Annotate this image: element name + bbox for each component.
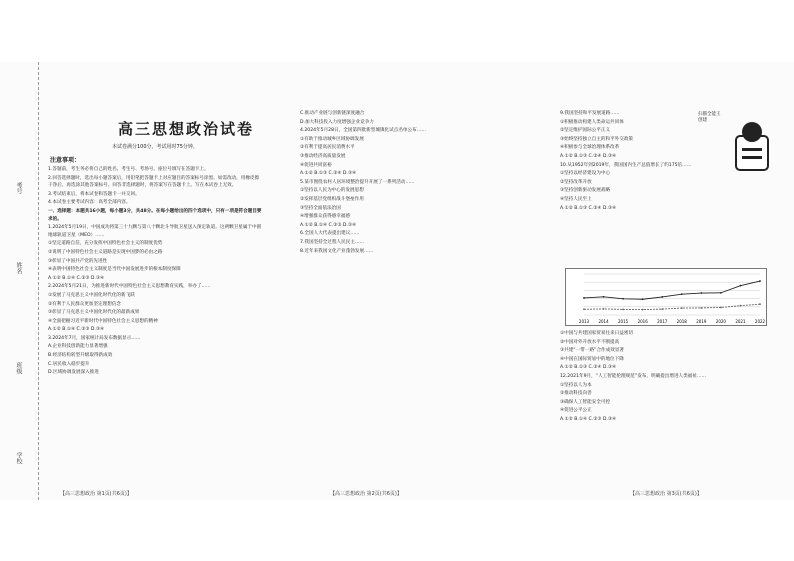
text-line: 7.我国坚持全过程人民民主…… — [300, 239, 365, 245]
data-point — [700, 307, 702, 309]
question-stem: 2.2024年5月21日，为推进新时代中国特色社会主义思想教育实践，举办了…… — [48, 284, 211, 290]
option: A.企业科技创新能力显著增强 — [48, 344, 108, 350]
text-line: 8.近年来我国文化产业蓬勃发展…… — [300, 248, 374, 254]
data-point — [740, 305, 742, 307]
text-line: ①积极推动构建人类命运共同体 — [560, 119, 624, 125]
option: ③共建“一带一路”合作成效显著 — [560, 348, 625, 354]
option: B.经济结构转型升级取得新成效 — [48, 353, 113, 359]
text-line: 9.我国坚持和平发展道路…… — [560, 111, 620, 116]
page-footer: 【高三思想政治 第3页(共6页)】 — [630, 491, 702, 497]
text-line: A.①② B.①③ C.②④ D.③④ — [300, 171, 357, 177]
margin-label: 班级 — [15, 362, 22, 374]
question-stem: 12.2021年9月，“人工智能伦理规范”发布，明确提出增进人类福祉…… — [560, 373, 707, 379]
option: ③彰显了中国共产党的先进性 — [48, 258, 108, 264]
page-footer: 【高三思想政治 第2页(共6页)】 — [330, 491, 402, 497]
text-line: ③坚持全面依法治国 — [300, 205, 341, 211]
data-point — [661, 296, 663, 298]
text-line: A.①② B.①③ C.②④ D.③④ — [560, 153, 617, 159]
text-line: ②坚定维护国际公平正义 — [560, 128, 611, 134]
x-tick-label: 2017 — [657, 319, 668, 324]
text-line: C.推动产业链与创新链深度融合 — [300, 111, 365, 116]
column-3-top — [560, 110, 760, 266]
answer-choices: A.①② B.①④ C.②③ D.③④ — [48, 275, 105, 281]
text-line: ②坚持改革开放 — [560, 179, 592, 185]
x-tick-label: 2014 — [598, 319, 609, 324]
option: ④表明中国特色社会主义制度是当代中国发展进步的根本制度保障 — [48, 267, 181, 273]
text-line: D.加大科技投入力度增强企业竞争力 — [300, 119, 374, 125]
text-line: ②有利于提高居民消费水平 — [300, 145, 355, 151]
text-line: ①坚持以经济建设为中心 — [560, 171, 611, 177]
answer-choices: A.①② B.①③ C.②④ D.③④ — [560, 365, 617, 371]
option: ④全面把握习近平新时代中国特色社会主义思想的精神 — [48, 318, 158, 324]
section-heading: 一、选择题：本题共16小题，每小题3分，共48分。在每小题给出的四个选项中，只有一项是符合题目要求的。 — [48, 208, 262, 222]
exam-subtitle: 本试卷满分100分，考试用时75分钟。 — [112, 144, 198, 150]
text-line: ③始终坚持独立自主的和平外交政策 — [560, 136, 634, 142]
text-line: ①有助于推动城乡区域协调发展 — [300, 136, 364, 142]
data-point — [759, 303, 761, 305]
data-point — [603, 296, 605, 298]
option: ④中国在国际贸易中的地位下降 — [560, 356, 624, 362]
option: ③确保人工智能安全可控 — [560, 399, 611, 405]
question-stem: 3.2024年7月，国家统计局发布数据显示…… — [48, 335, 141, 341]
x-tick-label: 2019 — [696, 319, 707, 324]
margin-label: 学校 — [15, 452, 22, 464]
notice-item: 4.本试卷主要考试内容：高考全部内容。 — [48, 200, 131, 206]
data-point — [583, 308, 585, 310]
answer-choices: A.①② B.①④ C.②③ D.③④ — [560, 416, 617, 422]
option: ②有利于人民群众更加坚定理想信念 — [48, 301, 122, 307]
text-line: 10.从1952年到2019年，我国国内生产总值增长了约175倍…… — [560, 162, 692, 168]
exam-title: 高三思想政治试卷 — [118, 120, 255, 138]
column-1 — [48, 166, 263, 486]
notice-item: 2.回答选择题时，选出每小题答案后，用铅笔把答题卡上对应题目的答案标号涂黑。如需改动，用橡皮擦干净后，再选涂其他答案标号。回答非选择题时，将答案写在答题卡上。写在本试卷上无效。 — [48, 175, 260, 189]
option: C.居民收入稳步提升 — [48, 361, 90, 367]
data-point — [681, 307, 683, 309]
text-line: ①坚持以人民为中心的发展思想 — [300, 188, 364, 194]
data-point — [583, 297, 585, 299]
option: ①发展了马克思主义中国化时代化的新飞跃 — [48, 292, 135, 298]
x-tick-label: 2016 — [637, 319, 648, 324]
data-point — [622, 298, 624, 300]
text-line: 5.某市围绕农村人居环境整治提升开展了一系列活动…… — [300, 179, 415, 185]
text-line: ③推动经济高质量发展 — [300, 153, 346, 159]
data-point — [622, 309, 624, 311]
option: ④促进公平公正 — [560, 408, 592, 414]
margin-label: 考号 — [15, 182, 22, 194]
chart-canvas — [566, 269, 766, 325]
data-point — [661, 308, 663, 310]
text-line: ④坚持人民至上 — [560, 196, 592, 202]
binding-margin — [0, 62, 39, 500]
option: ②说明了中国特色社会主义道路是实现中国梦的必由之路 — [48, 249, 163, 255]
data-point — [603, 308, 605, 310]
data-point — [720, 307, 722, 309]
text-line: ④积极参与全球治理体系改革 — [560, 145, 620, 151]
notice-heading: 注意事项： — [50, 157, 81, 164]
text-line: ②发挥基层党组织战斗堡垒作用 — [300, 196, 364, 202]
x-tick-label: 2021 — [735, 319, 746, 324]
trade-line-chart — [565, 268, 767, 326]
margin-label: 姓名 — [15, 262, 22, 274]
x-tick-label: 2018 — [676, 319, 687, 324]
text-line: ③坚持创新驱动发展战略 — [560, 188, 611, 194]
option: D.区域协调发展深入推进 — [48, 370, 99, 376]
data-point — [700, 292, 702, 294]
x-tick-label: 2015 — [618, 319, 629, 324]
seal-caption: 扫描全能王 创建 — [698, 112, 721, 123]
x-tick-label: 2022 — [754, 319, 766, 324]
text-line: ④增强群众获得感幸福感 — [300, 214, 351, 220]
question-stem: 1.2024年5月19日，中国成功将第三十九颗与第八十颗北斗导航卫星送入预定轨道。这两颗卫星属于中圆地球轨道卫星（MEO）…… — [48, 225, 262, 238]
data-point — [681, 293, 683, 295]
page-footer: 【高三思想政治 第1页(共6页)】 — [60, 491, 132, 497]
data-point — [642, 298, 644, 300]
text-line: A.①② B.①④ C.②③ D.③④ — [300, 222, 357, 228]
text-line: A.①② B.①③ C.②④ D.③④ — [560, 205, 617, 211]
data-point — [740, 285, 742, 287]
option: ②中国对外开放水平不断提高 — [560, 339, 620, 345]
x-tick-label: 2020 — [715, 319, 726, 324]
x-tick-label: 2013 — [578, 319, 590, 324]
data-point — [642, 309, 644, 311]
option: ③彰显了马克思主义中国化时代化的最新成果 — [48, 310, 140, 316]
data-point — [759, 280, 761, 282]
option: ①中国与共建国家贸易往来日益密切 — [560, 331, 634, 336]
notice-item: 1.答题前，考生务必将自己的姓名、考生号、考场号、座位号填写在答题卡上。 — [48, 167, 209, 172]
text-line: ④促进共同富裕 — [300, 162, 332, 168]
option: ①坚定道路自信，充分发挥中国特色社会主义的制度优势 — [48, 241, 163, 247]
option: ②推动科技向善 — [560, 391, 592, 397]
text-line: 4.2024年5月28日，全国第四批新型城镇化试点名单公布…… — [300, 128, 426, 134]
data-point — [720, 292, 722, 294]
option: ①坚持以人为本 — [560, 382, 592, 388]
answer-choices: A.①② B.①④ C.②③ D.③④ — [48, 327, 105, 333]
column-2 — [300, 110, 535, 485]
column-3-bottom — [560, 330, 760, 485]
text-line: 6.全国人大代表提出建议…… — [300, 231, 360, 237]
notice-item: 3.考试结束后，将本试卷和答题卡一并交回。 — [48, 191, 140, 197]
